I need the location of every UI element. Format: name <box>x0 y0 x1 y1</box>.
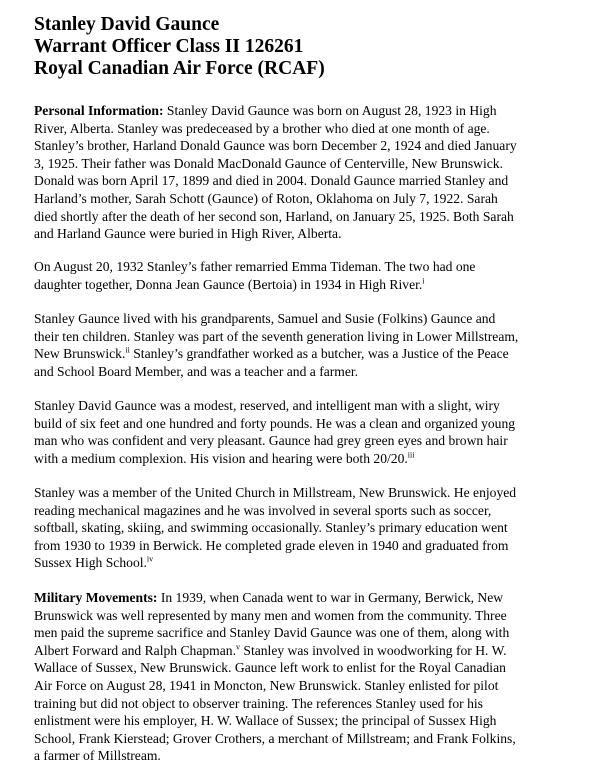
text-line: Personal Information: Stanley David Gaunce was born on August 28, 1923 in High <box>34 103 497 118</box>
text-line: Brunswick was well represented by many men and women from the community. Three <box>34 607 507 623</box>
paragraph-father-remarriage <box>34 258 574 293</box>
paragraph-description <box>34 397 574 467</box>
text-line: men paid the supreme sacrifice and Stanley David Gaunce was one of them, along with <box>34 625 510 641</box>
text-line: Military Movements: In 1939, when Canada went to war in Germany, Berwick, New <box>34 590 504 605</box>
text-line: Stanley’s brother, Harland Donald Gaunce was born December 2, 1924 and died January <box>34 138 517 154</box>
text-line: with a medium complexion. His vision and hearing were both 20/20.$^{iii}$ <box>34 450 415 466</box>
text-line: a farmer of Millstream. <box>34 748 161 764</box>
text-line: and Harland Gaunce were buried in High River, Alberta. <box>34 226 342 242</box>
footnote-marker: iv <box>146 554 154 564</box>
text-line: from 1930 to 1939 in Berwick. He completed grade eleven in 1940 and graduated from <box>34 537 509 553</box>
text-line: Harland’s mother, Sarah Schott (Gaunce) of Roton, Oklahoma on July 7, 1922. Sarah <box>34 190 498 206</box>
text-line: On August 20, 1932 Stanley’s father remarried Emma Tideman. The two had one <box>34 259 476 274</box>
section-label-military-movements: Military Movements: <box>34 590 158 605</box>
rank-and-number: Warrant Officer Class II 126261 <box>34 36 304 57</box>
paragraph-church-and-education <box>34 484 574 572</box>
paragraph-grandparents <box>34 310 574 380</box>
footnote-marker: iii <box>407 450 415 460</box>
text-line: daughter together, Donna Jean Gaunce (Bertoia) in 1934 in High River.$^i$ <box>34 276 425 292</box>
text-line: their ten children. Stanley was part of the seventh generation living in Lower Millstream, <box>34 328 519 344</box>
footnote-marker: ii <box>125 345 130 355</box>
text-line: Wallace of Sussex, New Brunswick. Gaunce left work to enlist for the Royal Canadian <box>34 660 506 676</box>
section-label-personal-information: Personal Information: <box>34 103 164 118</box>
text-line: Stanley David Gaunce was a modest, reserved, and intelligent man with a slight, wiry <box>34 398 500 413</box>
footnote-marker: i <box>422 276 425 286</box>
text-line: training but did not object to observer training. The references Stanley used for his <box>34 695 483 711</box>
text-line: Albert Forward and Ralph Chapman.$^v$ Stanley was involved in woodworking for H. W. <box>34 642 507 658</box>
text-line: Donald was born April 17, 1899 and died in 2004. Donald Gaunce married Stanley and <box>34 173 509 189</box>
document-heading <box>34 14 325 80</box>
text-line: Air Force on August 28, 1941 in Moncton, New Brunswick. Stanley enlisted for pilot <box>34 677 499 693</box>
text-line: 3, 1925. Their father was Donald MacDonald Gaunce of Centerville, New Brunswick. <box>34 155 503 171</box>
service-branch: Royal Canadian Air Force (RCAF) <box>34 58 325 79</box>
text-line: School, Frank Kierstead; Grover Crothers, a merchant of Millstream; and Frank Folkins, <box>34 730 516 746</box>
text-line: died shortly after the death of her second son, Harland, on January 25, 1925. Both Sarah <box>34 208 514 224</box>
paragraph-military-movements <box>34 589 574 765</box>
footnote-marker: v <box>235 642 240 652</box>
text-line: softball, skating, skiing, and swimming occasionally. Stanley’s primary education went <box>34 520 508 536</box>
text-line: Sussex High School.$^{iv}$ <box>34 554 154 571</box>
text-line: enlistment were his employer, H. W. Wallace of Sussex; the principal of Sussex High <box>34 713 497 729</box>
text-line: Stanley Gaunce lived with his grandparents, Samuel and Susie (Folkins) Gaunce and <box>34 311 496 326</box>
text-line: River, Alberta. Stanley was predeceased by a brother who died at one month of age. <box>34 120 490 136</box>
text-line: man who was confident and very pleasant. Gaunce had grey green eyes and brown hair <box>34 433 508 449</box>
text-line: Stanley was a member of the United Church in Millstream, New Brunswick. He enjoyed <box>34 485 517 500</box>
person-name: Stanley David Gaunce <box>34 14 220 35</box>
text-line: reading mechanical magazines and he was involved in several sports such as soccer, <box>34 502 492 518</box>
text-line: and School Board Member, and was a teacher and a farmer. <box>34 363 359 379</box>
text-line: build of six feet and one hundred and forty pounds. He was a clean and organized young <box>34 415 516 431</box>
text-line: New Brunswick.$^{ii}$ Stanley’s grandfather worked as a butcher, was a Justice of the Peace <box>34 345 509 362</box>
paragraph-personal-information <box>34 102 574 243</box>
